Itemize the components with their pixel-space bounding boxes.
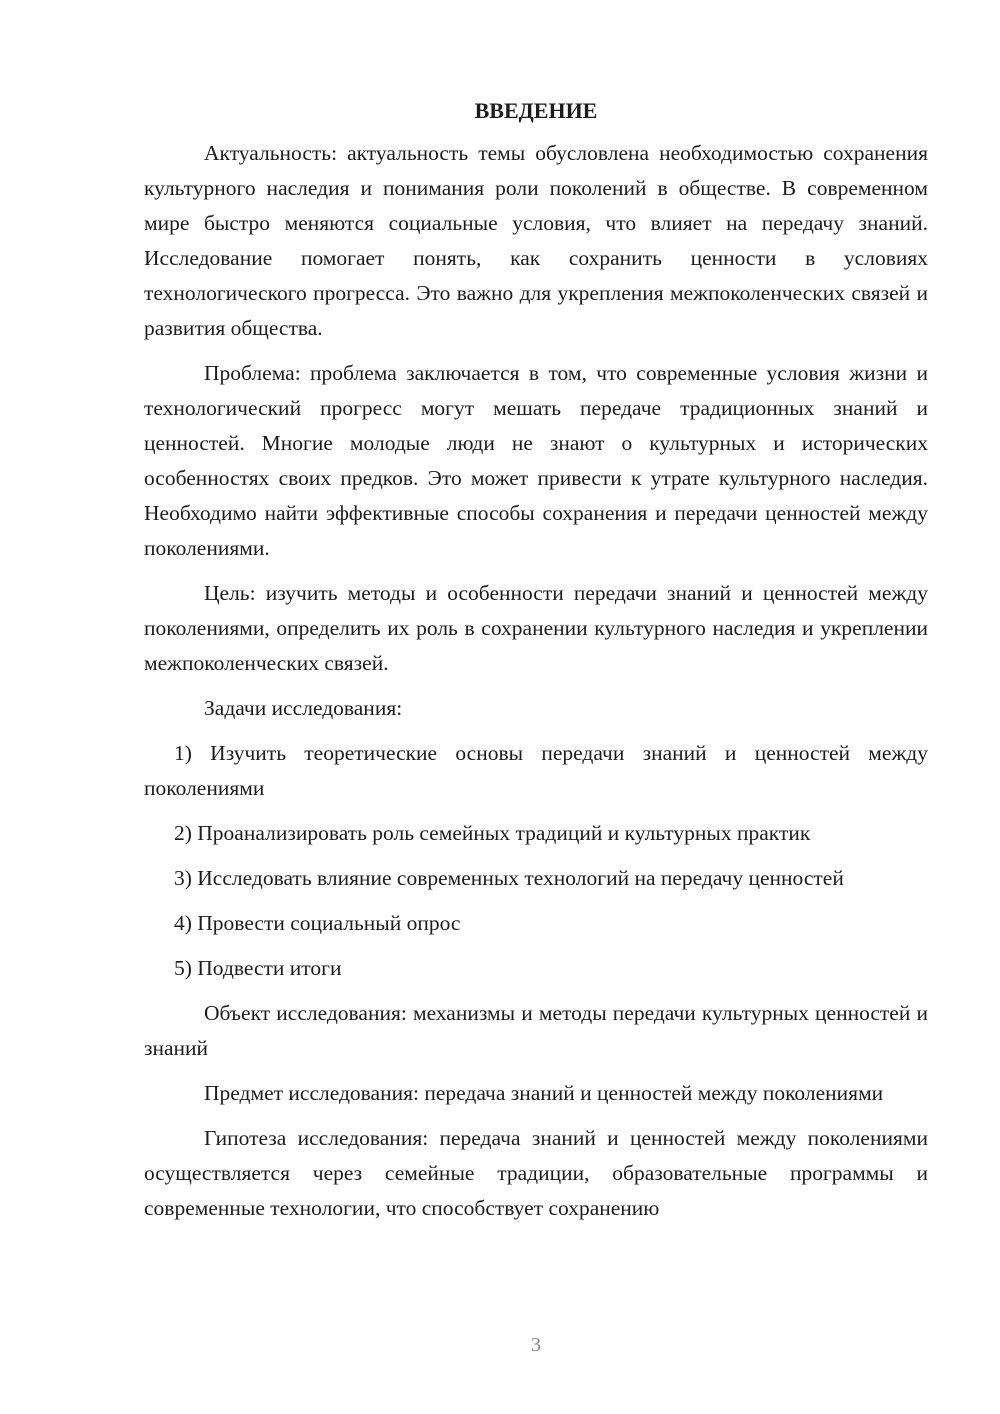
document-page [144, 96, 928, 1236]
task-item-2: 2) Проанализировать роль семейных традиций и культурных практик [174, 821, 811, 845]
paragraph-object: Объект исследования: механизмы и методы передачи культурных ценностей и знаний [144, 1001, 928, 1060]
paragraph-subject: Предмет исследования: передача знаний и ценностей между поколениями [204, 1081, 884, 1105]
paragraph-goal: Цель: изучить методы и особенности передачи знаний и ценностей между поколениями, определить их роль в сохранении культурного наследия и укреплении межпоколенческих связей. [144, 581, 928, 675]
paragraph-problem: Проблема: проблема заключается в том, что современные условия жизни и технологический прогресс могут мешать передаче традиционных знаний и ценностей. Многие молодые люди не знают о культурных и исторических особенностях своих предков. Это может привести к утрате культурного наследия. Необходимо найти эффективные способы сохранения и передачи ценностей между поколениями. [144, 361, 928, 560]
paragraph-relevance: Актуальность: актуальность темы обусловлена необходимостью сохранения культурного наследия и понимания роли поколений в обществе. В современном мире быстро меняются социальные условия, что влияет на передачу знаний. Исследование помогает понять, как сохранить ценности в условиях технологического прогресса. Это важно для укрепления межпоколенческих связей и развития общества. [144, 141, 928, 340]
document-title: ВВЕДЕНИЕ [474, 98, 598, 123]
task-item-1: 1) Изучить теоретические основы передачи знаний и ценностей между поколениями [144, 741, 928, 800]
task-item-5: 5) Подвести итоги [174, 956, 342, 980]
page-number: 3 [531, 1334, 541, 1356]
task-item-4: 4) Провести социальный опрос [174, 911, 461, 935]
paragraph-hypothesis: Гипотеза исследования: передача знаний и ценностей между поколениями осуществляется через семейные традиции, образовательные программы и современные технологии, что способствует сохранению [144, 1126, 928, 1220]
tasks-heading: Задачи исследования: [204, 696, 403, 720]
task-item-3: 3) Исследовать влияние современных технологий на передачу ценностей [174, 866, 844, 890]
